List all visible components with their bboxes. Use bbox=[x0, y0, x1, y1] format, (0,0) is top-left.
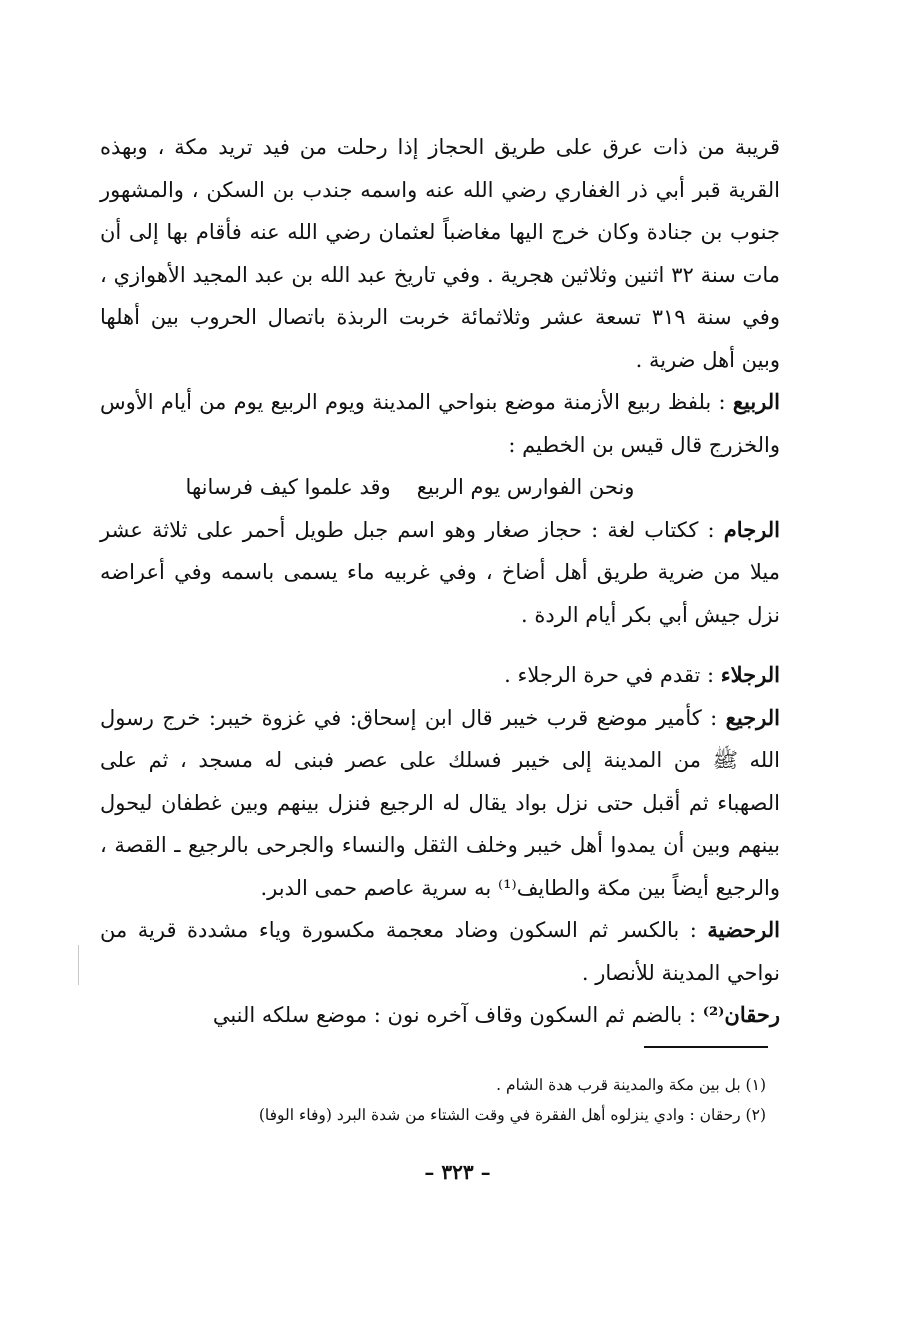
poem-hemistich-1: ونحن الفوارس يوم الربيع bbox=[416, 475, 635, 499]
entry-text: : بالكسر ثم السكون وضاد معجمة مكسورة وياء مشددة قرية من نواحي المدينة للأنصار . bbox=[100, 918, 780, 985]
entry-term: الرجيع bbox=[725, 704, 780, 730]
main-text bbox=[100, 126, 780, 1037]
entry-term: الرجام bbox=[723, 516, 780, 542]
entry-text: : تقدم في حرة الرجلاء . bbox=[504, 663, 721, 687]
footnotes bbox=[150, 1070, 766, 1130]
entry-text: : بالضم ثم السكون وقاف آخره نون : موضع سلكه النبي bbox=[212, 1003, 703, 1027]
entry-term: الربيع bbox=[732, 389, 780, 414]
entry-rajee bbox=[100, 697, 780, 910]
entry-text: : ككتاب لغة : حجاز صغار وهو اسم جبل طويل أحمر على ثلاثة عشر ميلا من ضرية طريق أهل أضاخ ، وفي غربيه ماء يسمى باسمه وفي أعراضه نزل جيش أبي بكر أيام الردة . bbox=[100, 517, 780, 627]
paragraph-continuation bbox=[100, 126, 780, 381]
footnote-1: (١) بل بين مكة والمدينة قرب هدة الشام . bbox=[496, 1076, 766, 1094]
page-number: – ٣٢٣ – bbox=[424, 1160, 491, 1184]
entry-rijam bbox=[100, 509, 780, 637]
poem-verse bbox=[100, 466, 780, 509]
entry-text: : بلفظ ربيع الأزمنة موضع بنواحي المدينة ويوم الربيع يوم من أيام الأوس والخزرج قال قيس بن الخطيم : bbox=[100, 390, 780, 457]
entry-rahqan bbox=[100, 994, 780, 1037]
footnote-separator bbox=[644, 1046, 768, 1048]
entry-term: الرجلاء bbox=[720, 662, 780, 687]
entry-rabi bbox=[100, 381, 780, 466]
entry-text: : كأمير موضع قرب خيبر قال ابن إسحاق: في غزوة خيبر: خرج رسول الله ﷺ من المدينة إلى خيبر فسلك على عصر فبنى له مسجد ، ثم على الصهباء ثم أقبل حتى نزل بواد يقال له الرجيع فنزل بينهم وبين غطفان ليحول بينهم وبين أن يمدوا أهل خيبر وخلف الثقل والنساء والجرحى بالرجيع ـ القصة ، والرجيع أيضاً بين مكة والطايف⁽¹⁾ به سرية عاصم حمى الدبر. bbox=[100, 705, 780, 900]
paragraph-text: قريبة من ذات عرق على طريق الحجاز إذا رحلت من فيد تريد مكة ، وبهذه القرية قبر أبي ذر الغفاري رضي الله عنه واسمه جندب بن السكن ، والمشهور جنوب بن جنادة وكان خرج اليها مغاضباً لعثمان رضي الله عنه فأقام بها إلى أن مات سنة ٣٢ اثنين وثلاثين هجرية . وفي تاريخ عبد الله بن عبد المجيد الأهوازي ، وفي سنة ٣١٩ تسعة عشر وثلاثمائة خربت الربذة باتصال الحروب بين أهلها وبين أهل ضرية . bbox=[100, 135, 780, 372]
scan-margin-mark bbox=[78, 945, 79, 985]
poem-hemistich-2: وقد علموا كيف فرسانها bbox=[185, 475, 391, 499]
entry-rahdiyya bbox=[100, 909, 780, 994]
entry-rajla bbox=[100, 654, 780, 697]
entry-term: رحقان⁽²⁾ bbox=[702, 1002, 780, 1027]
footnote-2: (٢) رحقان : وادي ينزلوه أهل الفقرة في وقت الشتاء من شدة البرد (وفاء الوفا) bbox=[258, 1106, 766, 1124]
entry-term: الرحضية bbox=[707, 917, 780, 942]
